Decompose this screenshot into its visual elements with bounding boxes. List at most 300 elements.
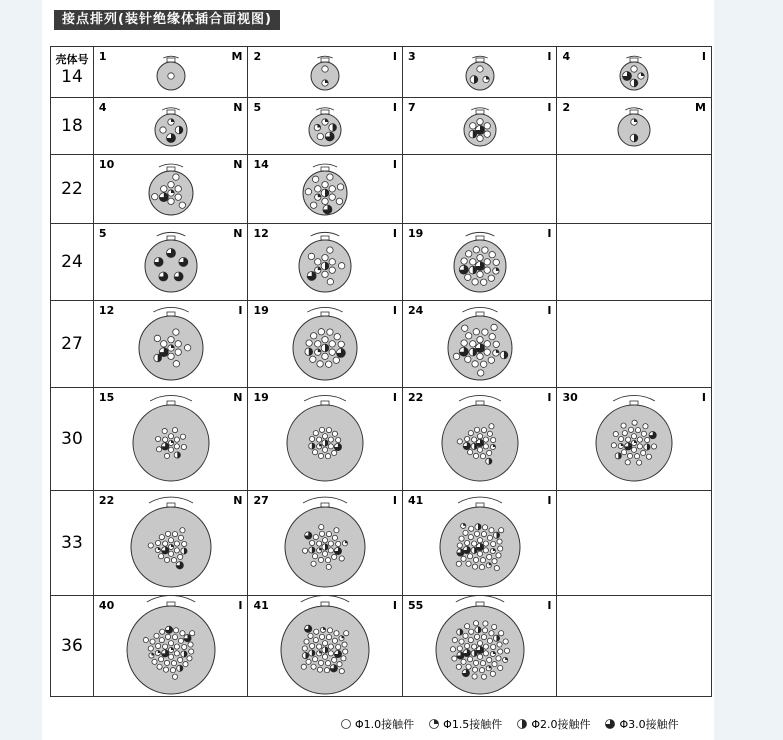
contact-pin — [326, 361, 332, 367]
arrangement-cell — [248, 155, 403, 224]
contact-pin — [322, 254, 328, 260]
contact-pin — [450, 647, 455, 652]
contact-pin — [472, 667, 477, 672]
contact-pin — [311, 202, 317, 208]
contact-pin — [497, 642, 502, 647]
contact-pin — [483, 644, 488, 649]
contact-pin — [308, 271, 317, 280]
contact-pin — [175, 186, 181, 192]
contact-pin — [161, 443, 168, 450]
shell-size-cell — [51, 388, 94, 491]
contact-pin — [333, 431, 338, 436]
contact-pin — [342, 642, 347, 647]
contact-pin — [483, 621, 488, 626]
contact-pin — [161, 341, 167, 347]
contact-pin — [322, 544, 328, 550]
contact-count: 2 — [562, 101, 571, 114]
contact-pin — [168, 119, 174, 125]
contact-pin — [175, 341, 181, 347]
contact-pin — [305, 348, 313, 356]
contact-pin — [496, 656, 501, 661]
contact-pin — [317, 651, 322, 656]
contact-count: 27 — [253, 494, 269, 507]
connector-face-diagram — [557, 98, 711, 154]
contact-pin — [481, 427, 486, 432]
contact-pin — [626, 437, 631, 442]
contact-pin — [313, 176, 319, 182]
contact-pin — [477, 135, 483, 141]
contact-pin — [490, 548, 495, 553]
contact-pin — [499, 528, 504, 533]
contact-count: 22 — [98, 494, 115, 507]
contact-count: 41 — [253, 599, 269, 612]
key-code: I — [547, 304, 552, 317]
contact-pin — [323, 551, 328, 556]
contact-pin — [487, 431, 492, 436]
contact-pin — [318, 133, 324, 139]
legend-item — [604, 716, 678, 732]
contact-pin — [310, 436, 315, 441]
key-code: I — [701, 391, 706, 404]
contact-pin — [459, 265, 468, 274]
contact-pin — [174, 444, 179, 449]
contact-pin — [338, 184, 344, 190]
contact-pin — [644, 444, 650, 450]
contact-pin — [498, 546, 503, 551]
contact-pin — [465, 274, 471, 280]
contact-pin — [616, 453, 622, 459]
contact-pin — [329, 349, 335, 355]
contact-pin — [156, 447, 161, 452]
contact-pin — [337, 198, 343, 204]
shell-size-cell — [51, 47, 94, 98]
contact-pin — [313, 657, 318, 662]
contact-pin — [174, 452, 180, 458]
arrangement-cell — [93, 596, 248, 697]
contact-pin — [168, 73, 174, 79]
legend-item — [428, 716, 502, 732]
shell-row — [51, 596, 712, 697]
shell-row — [51, 301, 712, 388]
contact-pin — [154, 335, 160, 341]
contact-pin — [329, 259, 335, 265]
contact-pin — [338, 341, 344, 347]
contact-pin — [327, 634, 332, 639]
contact-pin — [466, 664, 471, 669]
key-code: N — [233, 494, 243, 507]
key-code: I — [392, 391, 397, 404]
contact-pin — [159, 272, 168, 281]
contact-count: 4 — [98, 101, 107, 114]
contact-pin — [483, 541, 488, 546]
contact-symbol-icon — [428, 718, 440, 730]
arrangement-cell — [557, 224, 712, 301]
key-code: I — [547, 101, 552, 114]
key-code: I — [392, 158, 397, 171]
contact-pin — [155, 650, 160, 655]
contact-pin — [166, 249, 175, 258]
contact-pin — [481, 634, 486, 639]
contact-pin — [168, 345, 174, 351]
contact-pin — [336, 437, 341, 442]
contact-pin — [303, 652, 309, 658]
contact-pin — [322, 344, 330, 352]
contact-pin — [477, 551, 482, 556]
contact-pin — [472, 674, 477, 679]
contact-pin — [479, 565, 484, 570]
contact-pin — [159, 534, 164, 539]
contact-pin — [327, 427, 332, 432]
shell-row — [51, 388, 712, 491]
connector-face-diagram — [403, 388, 557, 490]
contact-pin — [492, 662, 497, 667]
contact-pin — [315, 349, 321, 355]
connector-face-diagram — [94, 224, 248, 300]
contact-pin — [636, 427, 641, 432]
contact-pin — [652, 444, 657, 449]
connector-face-diagram — [94, 491, 248, 595]
contact-pin — [329, 267, 335, 273]
contact-pin — [170, 668, 175, 673]
contact-pin — [491, 644, 496, 649]
contact-pin — [493, 268, 499, 274]
contact-pin — [481, 674, 486, 679]
contact-pin — [472, 564, 477, 569]
connector-face-diagram — [248, 224, 402, 300]
contact-pin — [473, 453, 478, 458]
key-code: I — [547, 227, 552, 240]
contact-legend — [340, 716, 679, 732]
contact-count: 12 — [98, 304, 115, 317]
arrangement-cell — [557, 596, 712, 697]
contact-pin — [168, 538, 173, 543]
contact-pin — [484, 131, 490, 137]
contact-pin — [471, 437, 476, 442]
contact-pin — [482, 525, 487, 530]
contact-pin — [488, 357, 494, 363]
contact-pin — [473, 660, 478, 665]
contact-pin — [464, 624, 469, 629]
contact-pin — [467, 554, 472, 559]
contact-pin — [461, 523, 466, 528]
contact-pin — [328, 628, 333, 633]
contact-pin — [470, 259, 476, 265]
contact-pin — [457, 646, 462, 651]
contact-pin — [165, 531, 170, 536]
contact-pin — [317, 361, 323, 367]
contact-count: 40 — [98, 599, 115, 612]
contact-pin — [159, 193, 168, 202]
contact-pin — [480, 661, 485, 666]
contact-pin — [172, 531, 177, 536]
contact-pin — [632, 440, 637, 445]
arrangement-cell — [557, 301, 712, 388]
contact-pin — [329, 194, 335, 200]
contact-pin — [326, 132, 335, 141]
contact-pin — [187, 656, 192, 661]
contact-pin — [480, 454, 485, 459]
contact-count: 3 — [407, 50, 416, 63]
contact-pin — [457, 549, 464, 556]
contact-pin — [181, 444, 186, 449]
contact-pin — [489, 251, 495, 257]
contact-pin — [614, 431, 619, 436]
contact-pin — [480, 361, 486, 367]
contact-pin — [483, 651, 488, 656]
contact-pin — [612, 443, 617, 448]
contact-pin — [470, 341, 476, 347]
contact-pin — [322, 336, 328, 342]
contact-pin — [465, 356, 471, 362]
contact-pin — [477, 641, 482, 646]
contact-pin — [496, 553, 501, 558]
contact-pin — [641, 450, 646, 455]
arrangement-cell — [557, 155, 712, 224]
contact-pin — [302, 664, 307, 669]
contact-symbol-icon — [340, 718, 352, 730]
contact-pin — [329, 541, 334, 546]
contact-symbol-icon — [604, 718, 616, 730]
contact-pin — [183, 662, 188, 667]
contact-pin — [168, 353, 174, 359]
contact-pin — [339, 636, 344, 641]
contact-pin — [477, 271, 483, 277]
shell-size: 22 — [61, 179, 83, 199]
arrangement-cell — [248, 98, 403, 155]
shell-header-label: 壳体号 — [55, 53, 89, 66]
contact-pin — [329, 124, 337, 132]
contact-pin — [464, 540, 469, 545]
contact-pin — [622, 450, 627, 455]
contact-pin — [480, 558, 485, 563]
key-code: M — [695, 101, 706, 114]
contact-pin — [470, 76, 478, 84]
contact-pin — [469, 130, 477, 138]
key-code: I — [701, 50, 706, 63]
key-code: I — [238, 304, 243, 317]
contact-pin — [321, 627, 326, 632]
contact-pin — [174, 644, 179, 649]
contact-pin — [466, 561, 471, 566]
legend-label: Φ1.0接触件 — [355, 718, 415, 731]
key-code: N — [233, 101, 243, 114]
contact-pin — [161, 186, 167, 192]
contact-pin — [475, 627, 481, 633]
contact-pin — [638, 73, 644, 79]
arrangement-cell — [93, 98, 248, 155]
contact-pin — [173, 329, 179, 335]
contact-pin — [457, 543, 462, 548]
arrangement-cell — [402, 155, 557, 224]
shell-row — [51, 47, 712, 98]
contact-pin — [471, 443, 477, 449]
contact-pin — [320, 427, 325, 432]
contact-pin — [492, 559, 497, 564]
contact-pin — [333, 638, 338, 643]
contact-pin — [173, 174, 179, 180]
contact-pin — [473, 247, 479, 253]
contact-pin — [172, 427, 177, 432]
contact-pin — [469, 629, 474, 634]
contact-pin — [323, 641, 328, 646]
arrangement-cell — [402, 301, 557, 388]
contact-pin — [477, 118, 483, 124]
contact-pin — [322, 271, 328, 277]
connector-face-diagram — [94, 98, 248, 154]
contact-pin — [149, 653, 154, 658]
contact-pin — [500, 351, 508, 359]
contact-pin — [337, 348, 346, 357]
contact-pin — [173, 361, 179, 367]
contact-pin — [315, 186, 321, 192]
contact-pin — [491, 437, 496, 442]
arrangement-cell — [248, 224, 403, 301]
contact-count: 19 — [253, 391, 269, 404]
contact-pin — [182, 644, 187, 649]
shell-size: 27 — [61, 334, 83, 354]
contact-pin — [172, 674, 177, 679]
contact-pin — [329, 444, 334, 449]
arrangement-cell — [248, 301, 403, 388]
arrangement-cell — [402, 388, 557, 491]
contact-pin — [322, 440, 328, 446]
key-code: N — [233, 158, 243, 171]
contact-pin — [503, 639, 508, 644]
contact-pin — [162, 428, 167, 433]
contact-pin — [160, 629, 165, 634]
contact-pin — [638, 437, 643, 442]
contact-pin — [314, 629, 319, 634]
contact-pin — [486, 666, 491, 671]
arrangement-cell — [402, 224, 557, 301]
connector-face-diagram — [557, 47, 711, 97]
contact-pin — [335, 547, 342, 554]
shell-size-cell — [51, 596, 94, 697]
shell-size: 18 — [61, 116, 83, 136]
contact-pin — [619, 436, 624, 441]
contact-pin — [315, 259, 321, 265]
contact-pin — [483, 76, 489, 82]
arrangement-cell — [402, 596, 557, 697]
contact-pin — [326, 454, 331, 459]
shell-size-cell — [51, 98, 94, 155]
contact-pin — [643, 424, 648, 429]
connector-face-diagram — [403, 491, 557, 595]
contact-pin — [472, 279, 478, 285]
contact-pin — [178, 657, 183, 662]
legend-label: Φ1.5接触件 — [443, 718, 503, 731]
contact-pin — [335, 650, 342, 657]
contact-pin — [340, 556, 345, 561]
contact-pin — [162, 644, 167, 649]
contact-pin — [332, 657, 337, 662]
key-code: I — [392, 227, 397, 240]
contact-pin — [305, 625, 312, 632]
contact-pin — [489, 424, 494, 429]
contact-pin — [326, 558, 331, 563]
key-code: N — [233, 391, 243, 404]
contact-pin — [176, 562, 183, 569]
contact-pin — [322, 80, 328, 86]
contact-pin — [489, 528, 494, 533]
key-code: I — [238, 599, 243, 612]
contact-pin — [154, 258, 163, 267]
contact-pin — [461, 659, 466, 664]
contact-pin — [313, 450, 318, 455]
contact-pin — [171, 558, 176, 563]
contact-pin — [168, 198, 174, 204]
contact-pin — [168, 647, 173, 652]
contact-pin — [456, 664, 461, 669]
contact-pin — [303, 548, 308, 553]
contact-pin — [155, 540, 160, 545]
contact-pin — [322, 262, 330, 270]
contact-pin — [459, 639, 464, 644]
contact-pin — [315, 194, 321, 200]
contact-pin — [152, 659, 157, 664]
contact-pin — [184, 635, 191, 642]
contact-pin — [471, 547, 477, 553]
contact-pin — [334, 357, 340, 363]
contact-pin — [461, 340, 467, 346]
contact-pin — [490, 444, 495, 449]
contact-pin — [493, 341, 499, 347]
contact-pin — [631, 134, 639, 142]
shell-size: 30 — [61, 429, 83, 449]
contact-pin — [487, 554, 492, 559]
contact-pin — [490, 651, 495, 656]
arrangement-cell — [557, 491, 712, 596]
contact-pin — [309, 547, 315, 553]
contact-pin — [472, 361, 478, 367]
contact-pin — [487, 450, 492, 455]
contact-pin — [477, 447, 482, 452]
contact-count: 7 — [407, 101, 416, 114]
contact-pin — [168, 181, 174, 187]
contact-pin — [155, 643, 160, 648]
contact-pin — [468, 430, 473, 435]
contact-pin — [635, 454, 640, 459]
contact-pin — [645, 437, 650, 442]
contact-pin — [313, 554, 318, 559]
shell-size: 33 — [61, 533, 83, 553]
contact-pin — [319, 453, 324, 458]
contact-pin — [181, 548, 187, 554]
arrangement-cell — [557, 388, 712, 491]
contact-pin — [632, 447, 637, 452]
shell-row — [51, 491, 712, 596]
contact-count: 10 — [98, 158, 115, 171]
contact-pin — [168, 190, 174, 196]
contact-pin — [179, 258, 188, 267]
catalog-page — [42, 0, 714, 740]
contact-pin — [322, 119, 328, 125]
contact-pin — [327, 247, 333, 253]
contact-pin — [310, 356, 316, 362]
contact-pin — [471, 644, 476, 649]
contact-pin — [322, 647, 328, 653]
contact-pin — [623, 72, 632, 81]
key-code: M — [231, 50, 243, 63]
contact-pin — [487, 657, 492, 662]
contact-pin — [459, 536, 464, 541]
contact-pin — [467, 450, 472, 455]
arrangement-cell — [93, 301, 248, 388]
contact-pin — [336, 541, 341, 546]
contact-pin — [326, 661, 331, 666]
contact-pin — [178, 535, 183, 540]
contact-pin — [632, 434, 637, 439]
